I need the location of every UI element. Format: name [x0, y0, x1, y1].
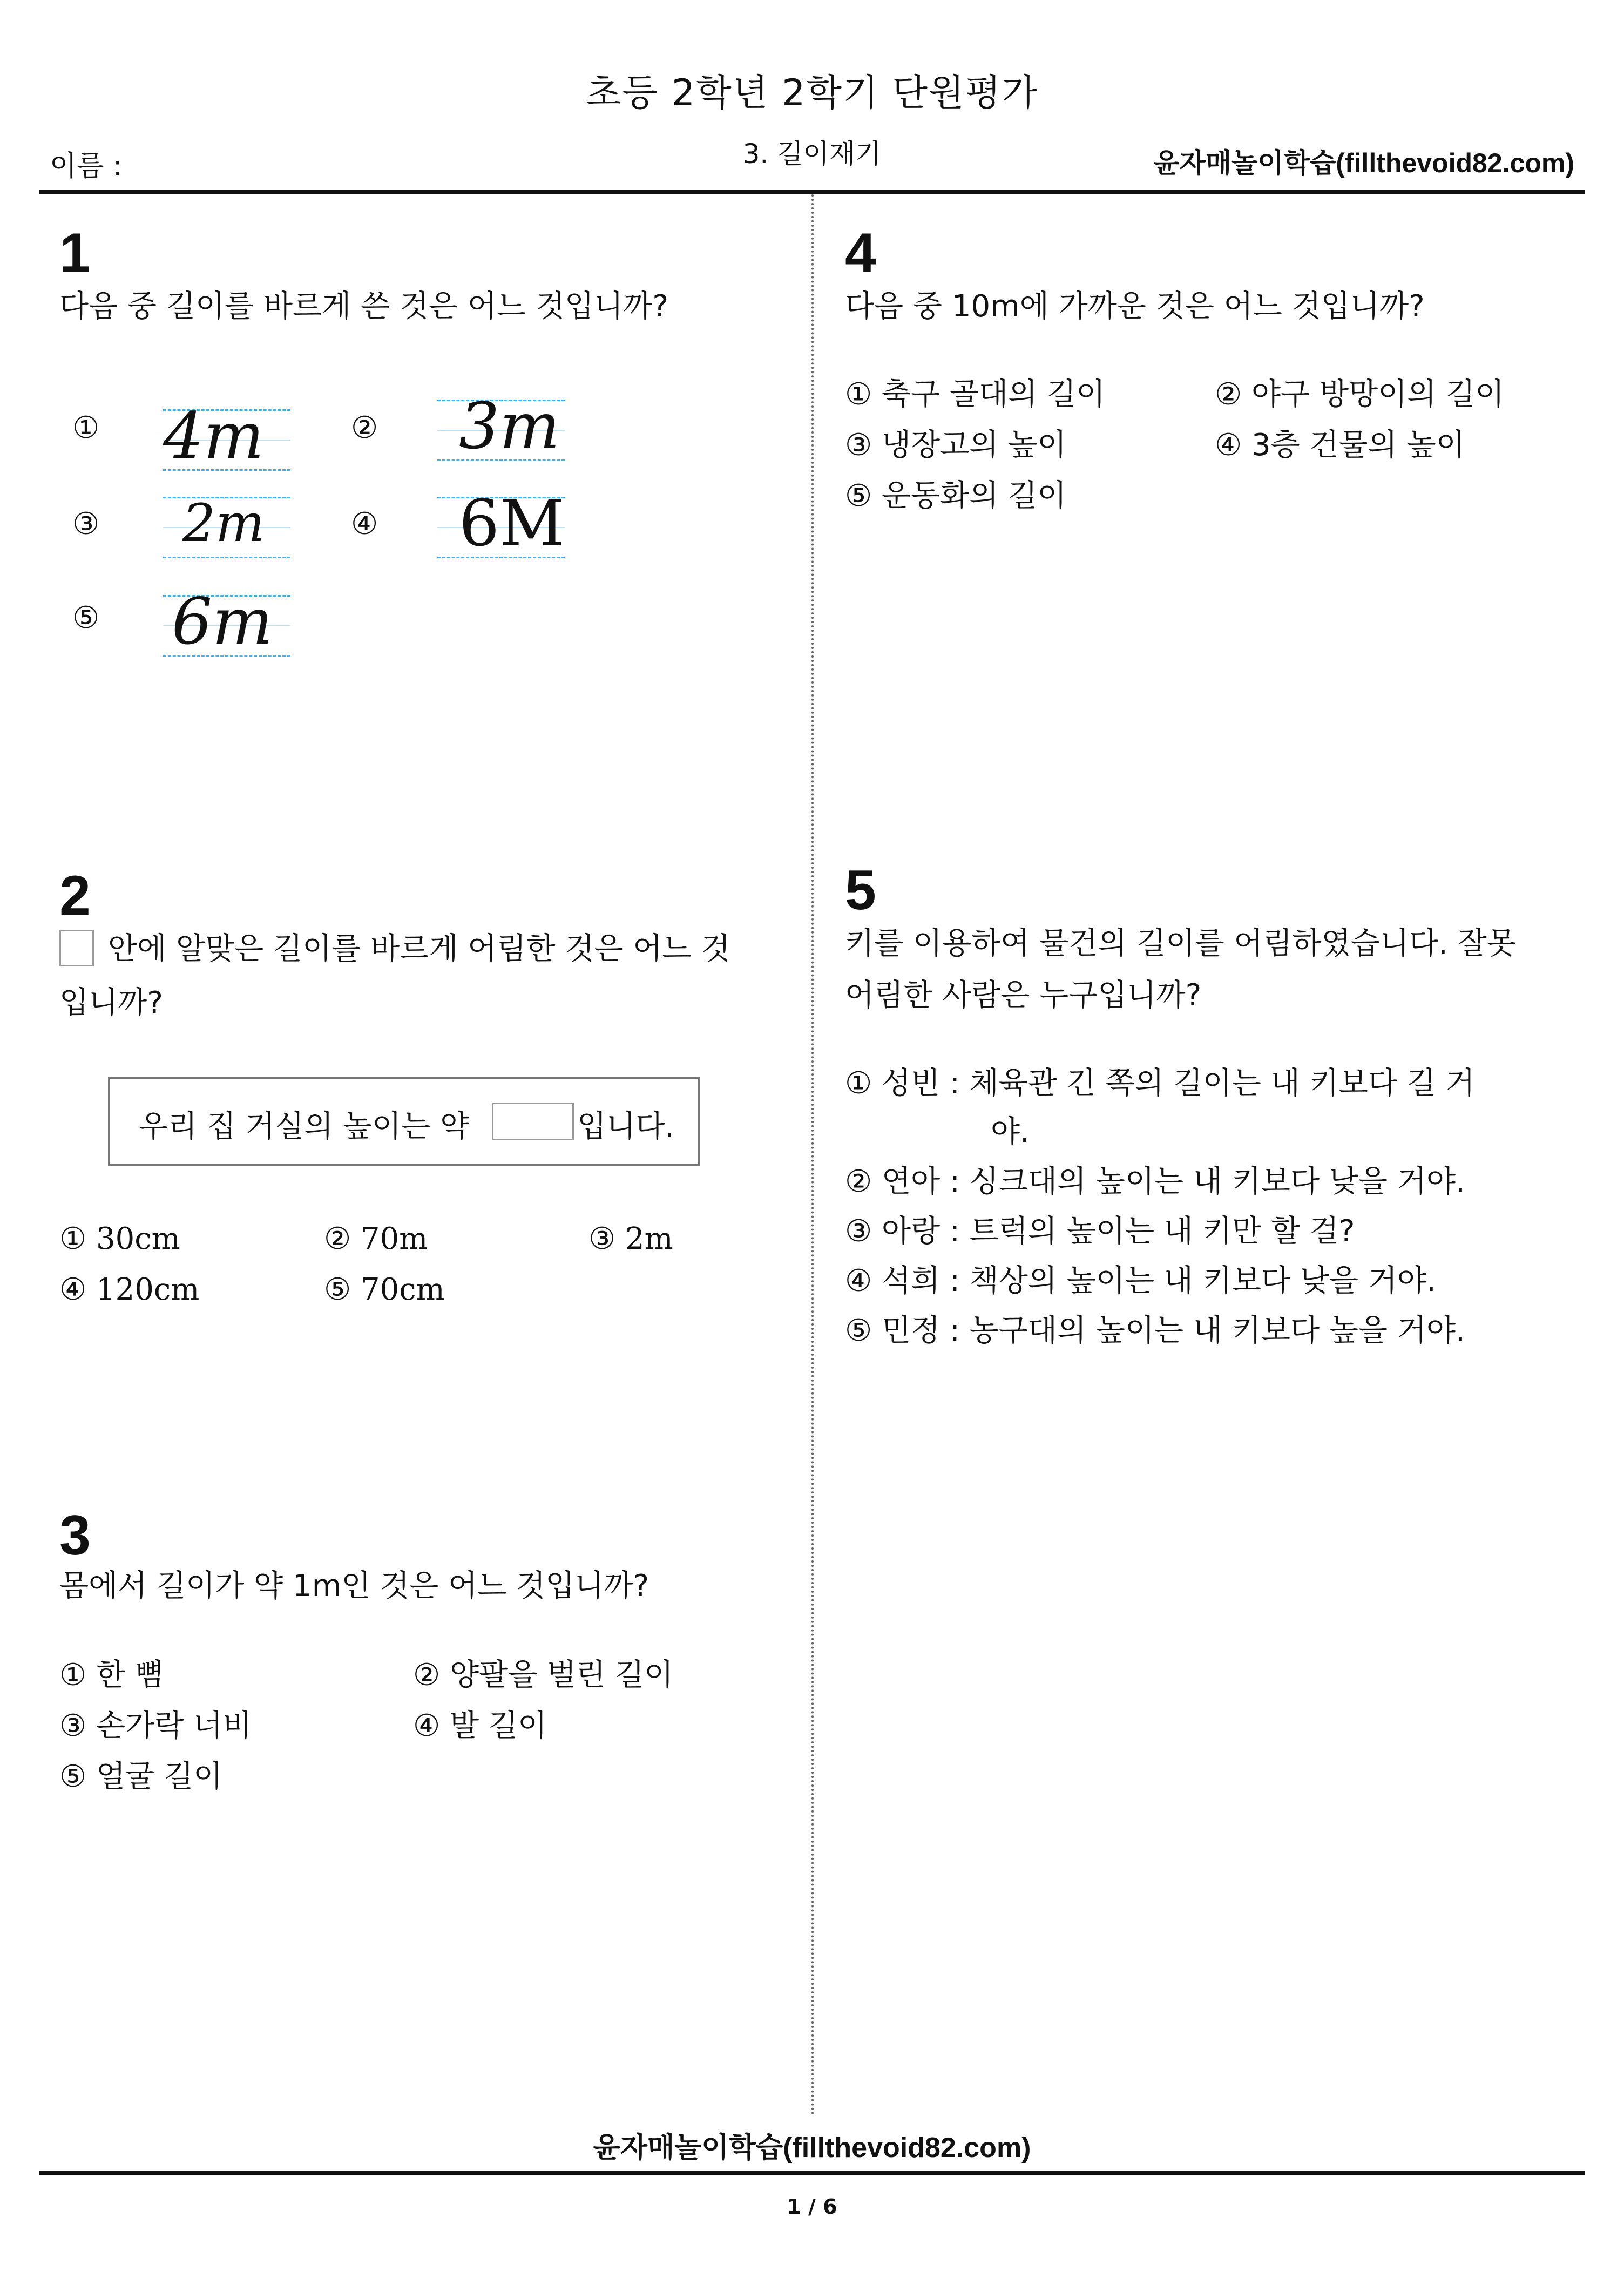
q4-option: ④ 3층 건물의 높이: [1215, 428, 1465, 463]
sentence-blank-box: [492, 1103, 574, 1140]
q4-option: ⑤ 운동화의 길이: [845, 478, 1067, 513]
q1-option-handwriting: [163, 398, 290, 473]
q1-option-handwriting: [163, 493, 290, 558]
footer-site-credit: 윤자매놀이학습(fillthevoid82.com): [593, 2132, 1031, 2163]
name-label: 이름 :: [50, 150, 123, 182]
question-2-number: 2: [59, 864, 91, 927]
q1-option-value: 6M: [459, 486, 565, 560]
q1-option-handwriting: [163, 584, 290, 659]
q3-option: ③ 손가락 너비: [59, 1708, 252, 1743]
q4-option: ② 야구 방망이의 길이: [1215, 377, 1505, 412]
question-3-text: 몸에서 길이가 약 1m인 것은 어느 것입니까?: [59, 1568, 649, 1604]
sentence-before: 우리 집 거실의 높이는 약: [139, 1109, 470, 1144]
q5-option: ③ 아랑 : 트럭의 높이는 내 키만 할 걸?: [845, 1214, 1355, 1249]
q4-option: ① 축구 골대의 길이: [845, 377, 1106, 412]
q1-option-value: 3m: [459, 389, 560, 463]
q1-option-marker: ②: [351, 410, 378, 445]
question-5-text-line1: 키를 이용하여 물건의 길이를 어림하였습니다. 잘못: [845, 926, 1516, 961]
q1-option-marker: ①: [72, 410, 100, 445]
question-2-text-line2: 입니까?: [59, 985, 164, 1020]
q1-option-handwriting: [437, 389, 565, 463]
page-title: 초등 2학년 2학기 단원평가: [585, 72, 1039, 114]
question-4-number: 4: [845, 222, 876, 285]
question-5-number: 5: [845, 859, 876, 922]
q2-option: ③ 2m: [588, 1221, 673, 1256]
question-4-text: 다음 중 10m에 가까운 것은 어느 것입니까?: [845, 289, 1425, 324]
footer-rule: [39, 2171, 1585, 2175]
question-2-text-line1: 안에 알맞은 길이를 바르게 어림한 것은 어느 것: [108, 931, 730, 966]
q2-option: ① 30cm: [59, 1221, 180, 1256]
question-3-number: 3: [59, 1504, 91, 1567]
q1-option-handwriting: [437, 486, 565, 560]
question-1-text: 다음 중 길이를 바르게 쓴 것은 어느 것입니까?: [59, 289, 669, 324]
header-site-credit: 윤자매놀이학습(fillthevoid82.com): [1153, 148, 1574, 178]
q1-option-marker: ③: [72, 506, 100, 542]
q5-option: ① 성빈 : 체육관 긴 쪽의 길이는 내 키보다 길 거: [845, 1066, 1475, 1101]
q5-option: ⑤ 민정 : 농구대의 높이는 내 키보다 높을 거야.: [845, 1313, 1465, 1348]
q3-option: ⑤ 얼굴 길이: [59, 1759, 223, 1794]
q2-option: ② 70m: [324, 1221, 428, 1256]
q2-option: ④ 120cm: [59, 1272, 200, 1307]
q1-option-value: 2m: [182, 493, 265, 553]
question-2-sentence-box: [108, 1077, 700, 1166]
q3-option: ② 양팔을 벌린 길이: [413, 1658, 674, 1693]
unit-subtitle: 3. 길이재기: [742, 138, 882, 170]
question-1-number: 1: [59, 222, 91, 285]
q2-option: ⑤ 70cm: [324, 1272, 445, 1307]
question-5-text-line2: 어림한 사람은 누구입니까?: [845, 978, 1202, 1013]
q3-option: ④ 발 길이: [413, 1708, 547, 1743]
q4-option: ③ 냉장고의 높이: [845, 428, 1067, 463]
q1-option-marker: ④: [351, 506, 378, 542]
q5-option: ④ 석희 : 책상의 높이는 내 키보다 낮을 거야.: [845, 1263, 1436, 1299]
column-divider: [811, 194, 814, 2117]
page-number: 1 / 6: [787, 2195, 837, 2219]
q1-option-value: 4m: [163, 398, 264, 473]
q5-option: ② 연아 : 싱크대의 높이는 내 키보다 낮을 거야.: [845, 1164, 1465, 1199]
header-rule: [39, 190, 1585, 194]
q5-option-continued: 야.: [991, 1114, 1030, 1150]
answer-blank-box: [59, 930, 94, 966]
q1-option-marker: ⑤: [72, 600, 100, 635]
sentence-after: 입니다.: [577, 1109, 675, 1144]
q3-option: ① 한 뼘: [59, 1658, 164, 1693]
q1-option-value: 6m: [172, 584, 273, 659]
